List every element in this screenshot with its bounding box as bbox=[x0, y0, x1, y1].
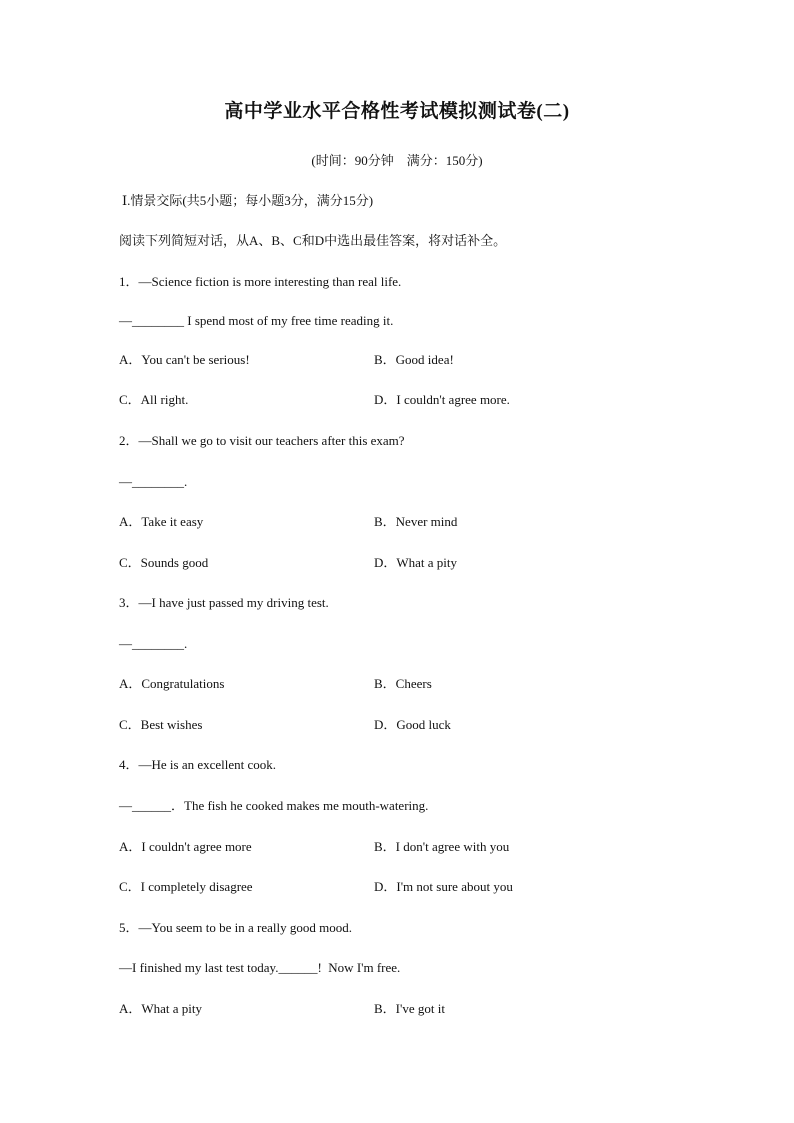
question-4-option-b: B．I don't agree with you bbox=[374, 839, 510, 854]
section-instruction: 阅读下列简短对话，从A、B、C和D中选出最佳答案，将对话补全。 bbox=[119, 233, 507, 248]
section-heading: Ⅰ.情景交际(共5小题；每小题3分，满分15分) bbox=[122, 193, 374, 208]
exam-time-and-score: (时间：90分钟 满分：150分) bbox=[311, 153, 483, 168]
question-3-option-a: A．Congratulations bbox=[119, 676, 225, 691]
question-5-reply: —I finished my last test today.______! Now I'm free. bbox=[119, 960, 401, 975]
question-2-option-b: B．Never mind bbox=[374, 514, 458, 529]
question-5-option-a: A．What a pity bbox=[119, 1001, 203, 1016]
question-2-option-d: D．What a pity bbox=[374, 555, 458, 570]
question-1-option-d: D．I couldn't agree more. bbox=[374, 392, 510, 407]
question-3-reply: —________. bbox=[119, 636, 188, 651]
page-title: 高中学业水平合格性考试模拟测试卷(二) bbox=[224, 101, 570, 122]
question-3-prompt: 3．—I have just passed my driving test. bbox=[119, 595, 329, 610]
question-4-option-d: D．I'm not sure about you bbox=[374, 879, 513, 894]
question-4-reply: —______．The fish he cooked makes me mouth-watering. bbox=[119, 798, 429, 813]
question-1-reply: —________ I spend most of my free time reading it. bbox=[119, 313, 394, 328]
question-4-option-c: C．I completely disagree bbox=[119, 879, 253, 894]
question-1-prompt: 1．—Science fiction is more interesting than real life. bbox=[119, 274, 402, 289]
question-2-option-a: A．Take it easy bbox=[119, 514, 204, 529]
question-4-option-a: A．I couldn't agree more bbox=[119, 839, 252, 854]
question-2-reply: —________. bbox=[119, 474, 188, 489]
question-4-prompt: 4．—He is an excellent cook. bbox=[119, 757, 277, 772]
question-1-option-a: A．You can't be serious! bbox=[119, 352, 250, 367]
question-5-option-b: B．I've got it bbox=[374, 1001, 445, 1016]
question-1-option-c: C．All right. bbox=[119, 392, 189, 407]
question-2-prompt: 2．—Shall we go to visit our teachers after this exam? bbox=[119, 433, 405, 448]
question-3-option-d: D．Good luck bbox=[374, 717, 451, 732]
question-3-option-c: C．Best wishes bbox=[119, 717, 203, 732]
question-1-option-b: B．Good idea! bbox=[374, 352, 454, 367]
question-5-prompt: 5．—You seem to be in a really good mood. bbox=[119, 920, 353, 935]
question-2-option-c: C．Sounds good bbox=[119, 555, 209, 570]
question-3-option-b: B．Cheers bbox=[374, 676, 432, 691]
